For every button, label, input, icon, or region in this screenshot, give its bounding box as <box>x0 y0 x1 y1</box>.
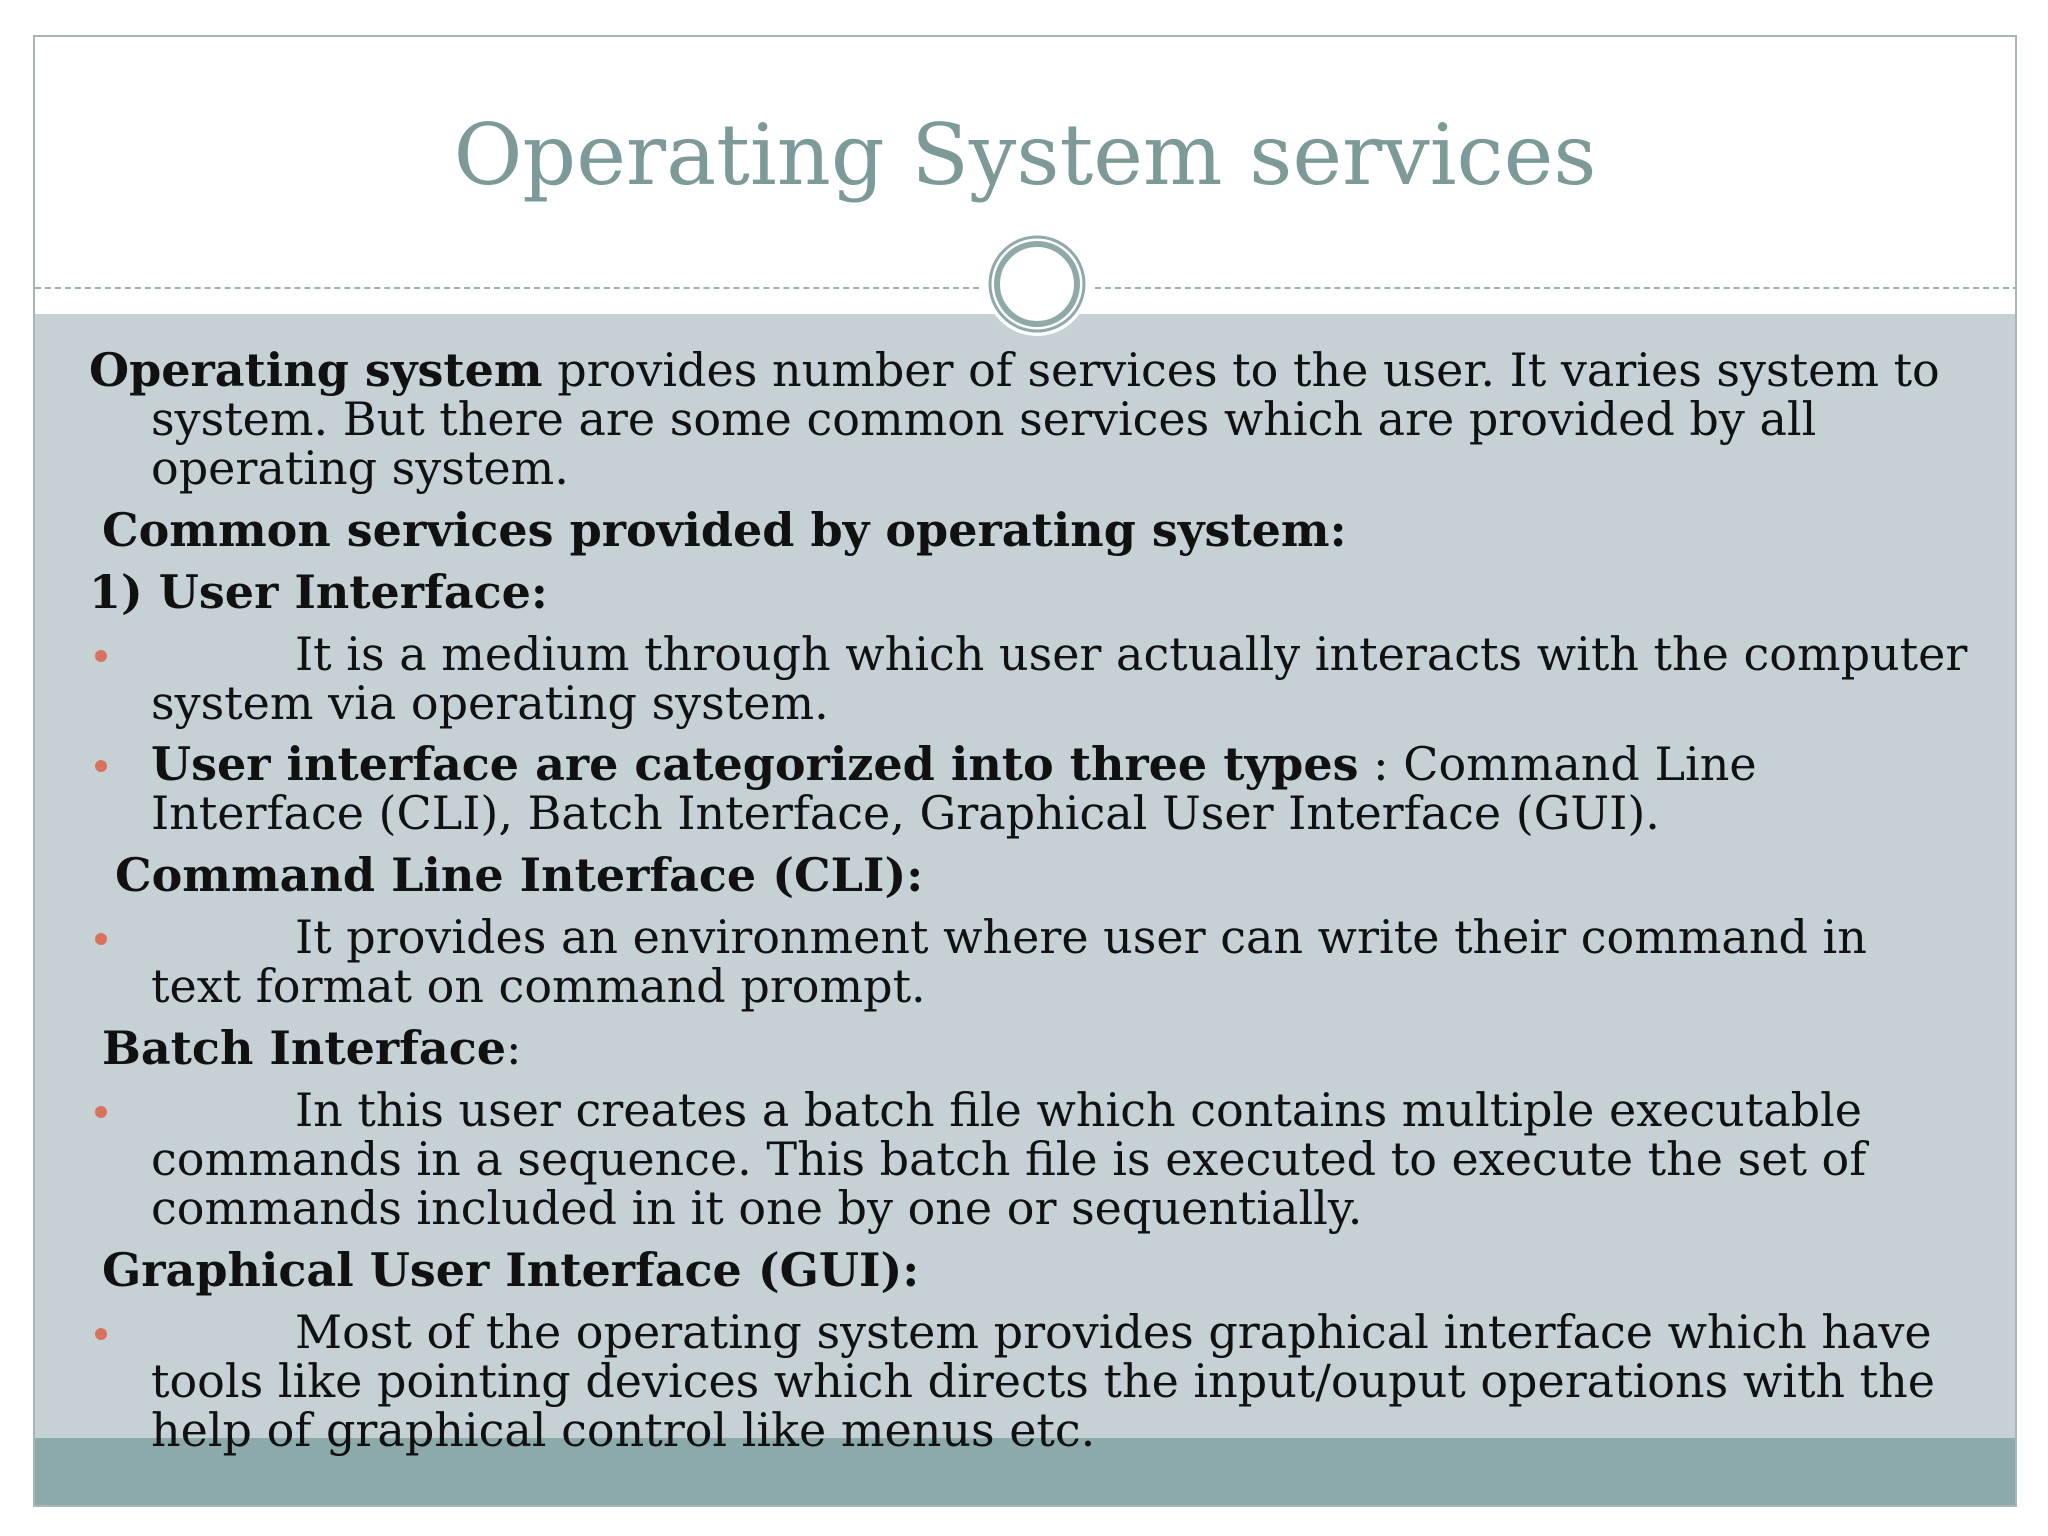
intro-paragraph <box>89 343 1969 495</box>
cli-heading: Command Line Interface (CLI): <box>115 848 924 902</box>
gui-bullet <box>89 1305 1969 1457</box>
cli-bullet <box>89 910 1969 1013</box>
ui-bullet-2 <box>89 737 1969 840</box>
batch-bullet <box>89 1083 1969 1235</box>
title-divider-right <box>1095 287 2017 289</box>
gui-bullet-text: Most of the operating system provides graphical interface which have tools like pointing devices which directs the input/ouput operations with the help of graphical control like menus etc. <box>151 1305 1936 1457</box>
common-services-heading: Common services provided by operating system: <box>102 503 1347 557</box>
intro-text: provides number of services to the user. It varies system to system. But there are some common services which are provided by all operating system. <box>151 343 1940 495</box>
slide-body <box>89 312 1969 1455</box>
dot-bullet-icon <box>95 1328 107 1340</box>
ui-bullet-2-text: : Command Line Interface (CLI), Batch Interface, Graphical User Interface (GUI). <box>151 737 1757 840</box>
cli-bullet-text: It provides an environment where user can write their command in text format on command prompt. <box>151 910 1867 1013</box>
dot-bullet-icon <box>95 1106 107 1118</box>
batch-heading-colon: : <box>505 1021 522 1075</box>
user-interface-heading: 1) User Interface: <box>89 565 548 619</box>
title-divider-left <box>35 287 979 289</box>
batch-heading-line <box>89 1021 1969 1075</box>
batch-bullet-text: In this user creates a batch file which contains multiple executable commands in a sequence. This batch file is executed to execute the set of commands included in it one by one or sequentially. <box>151 1083 1867 1235</box>
dot-bullet-icon <box>95 933 107 945</box>
dot-bullet-icon <box>95 760 107 772</box>
dot-bullet-icon <box>95 650 107 662</box>
ui-bullet-1 <box>89 627 1969 730</box>
slide-title: Operating System services <box>453 106 1597 204</box>
intro-bold: Operating system <box>89 343 543 397</box>
slide <box>33 35 2017 1507</box>
ui-bullet-2-bold: User interface are categorized into three types <box>151 737 1359 791</box>
gui-heading: Graphical User Interface (GUI): <box>102 1243 920 1297</box>
batch-heading: Batch Interface <box>102 1021 506 1075</box>
ui-bullet-1-text: It is a medium through which user actually interacts with the computer system via operating system. <box>151 627 1968 730</box>
